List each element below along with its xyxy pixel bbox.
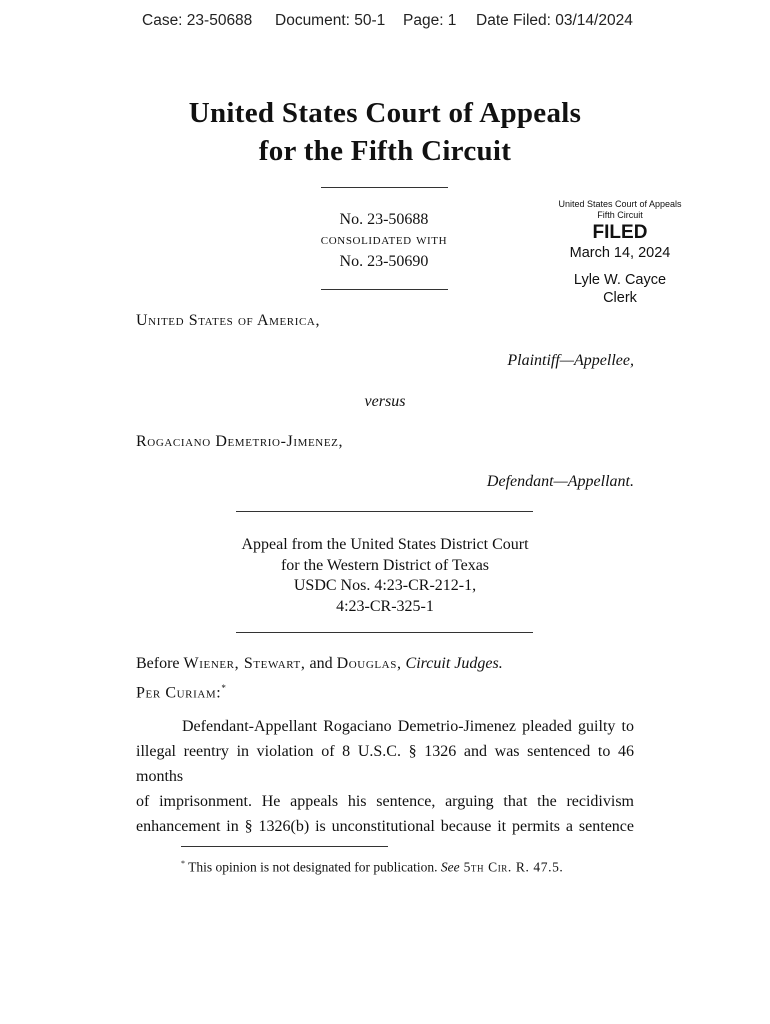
appeal-line-3: USDC Nos. 4:23-CR-212-1, <box>293 577 477 594</box>
docket-divider <box>321 289 448 290</box>
court-title <box>0 94 770 170</box>
footnote-text: This opinion is not designated for publication. <box>185 859 441 875</box>
appeal-divider <box>236 632 533 633</box>
footnote-mark: * <box>181 859 185 868</box>
parties-divider <box>236 511 533 512</box>
clerk-title: Clerk <box>603 290 637 306</box>
footnote-cite: 5th Cir. R. 47.5. <box>459 859 564 875</box>
header-page: Page: 1 <box>403 12 457 29</box>
per-curiam-footnote-mark: * <box>221 683 227 693</box>
docket-number-1: No. 23-50688 <box>339 211 429 228</box>
panel-before: Before <box>136 655 184 672</box>
opinion-line-2: illegal reentry in violation of 8 U.S.C. § 1326 and was sentenced to 46 months <box>136 743 634 785</box>
panel-judge-3: Douglas, <box>336 655 402 672</box>
plaintiff-role: Plaintiff—Appellee, <box>507 352 634 369</box>
filed-date: March 14, 2024 <box>569 245 671 261</box>
panel-judges: Wiener, Stewart, <box>183 655 306 672</box>
appeal-line-2: for the Western District of Texas <box>280 556 490 574</box>
opinion-body <box>136 714 634 839</box>
appeal-block <box>0 535 770 617</box>
footnote-divider <box>181 846 388 847</box>
docket-block <box>284 209 484 272</box>
panel-and: and <box>305 655 337 672</box>
appeal-line-1: Appeal from the United States District Court <box>241 536 529 553</box>
filed-stamp <box>545 199 695 307</box>
footnote-see: See <box>440 859 460 875</box>
per-curiam-label: Per Curiam: <box>136 684 222 702</box>
defendant-role: Defendant—Appellant. <box>486 473 634 490</box>
header-case: Case: 23-50688 <box>142 12 253 29</box>
per-curiam <box>136 683 226 702</box>
filed-label: FILED <box>592 222 648 243</box>
court-title-line2: for the Fifth Circuit <box>258 135 512 167</box>
panel-title: Circuit Judges. <box>401 655 503 672</box>
court-title-line1: United States Court of Appeals <box>188 97 582 129</box>
footnote <box>181 859 563 876</box>
filed-circuit: Fifth Circuit <box>597 210 643 220</box>
opinion-line-1: Defendant-Appellant Rogaciano Demetrio-Jimenez pleaded guilty to <box>182 718 634 735</box>
plaintiff-name: United States of America, <box>136 312 321 329</box>
header-date-filed: Date Filed: 03/14/2024 <box>476 12 633 29</box>
clerk-name: Lyle W. Cayce <box>573 272 667 288</box>
title-divider <box>321 187 448 188</box>
docket-consolidated: consolidated with <box>320 232 448 248</box>
filed-court: United States Court of Appeals <box>558 199 682 209</box>
versus-label: versus <box>364 393 406 410</box>
docket-number-2: No. 23-50690 <box>339 253 429 270</box>
defendant-name: Rogaciano Demetrio-Jimenez, <box>136 433 344 450</box>
opinion-line-3: of imprisonment. He appeals his sentence, arguing that the recidivism <box>136 793 634 810</box>
appeal-line-4: 4:23-CR-325-1 <box>336 597 434 615</box>
opinion-line-4: enhancement in § 1326(b) is unconstitutional because it permits a sentence <box>136 818 634 835</box>
header-document: Document: 50-1 <box>275 12 386 29</box>
panel-line <box>136 655 503 673</box>
